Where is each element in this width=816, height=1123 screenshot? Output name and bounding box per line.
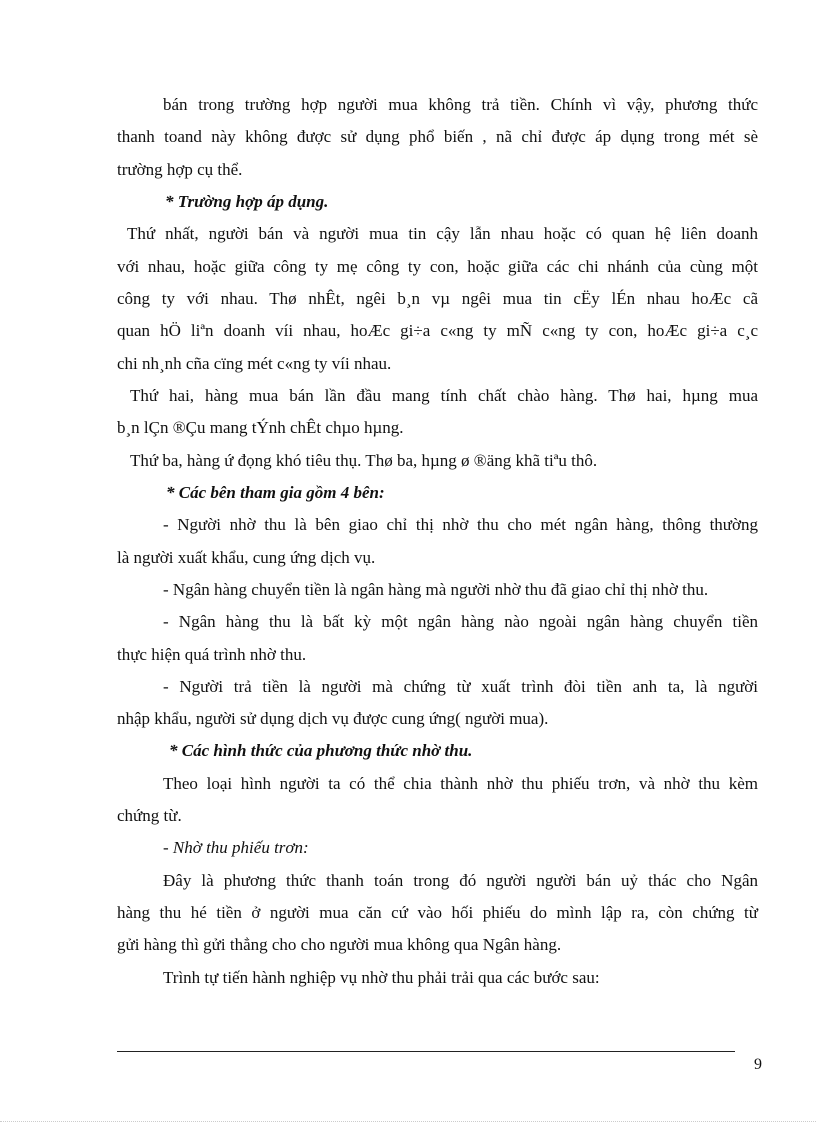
body-line: bán trong trường hợp người mua không trả tiền. Chính vì vậy, phương thức xyxy=(163,95,758,114)
body-line: Theo loại hình người ta có thể chia thành nhờ thu phiếu trơn, và nhờ thu kèm xyxy=(163,774,758,793)
page-bottom-edge xyxy=(0,1121,816,1122)
page-number: 9 xyxy=(754,1056,762,1073)
body-line: Thứ nhất, người bán và người mua tin cậy lẫn nhau hoặc có quan hệ liên doanh xyxy=(127,224,758,243)
section-heading: * Các bên tham gia gồm 4 bên: xyxy=(166,483,385,502)
body-line: gửi hàng thì gửi thẳng cho cho người mua không qua Ngân hàng. xyxy=(117,935,562,954)
body-line: chi nh¸nh cña cïng mét c«ng ty víi nhau. xyxy=(117,354,392,373)
body-line: - Ngân hàng chuyển tiền là ngân hàng mà người nhờ thu đã giao chỉ thị nhờ thu. xyxy=(163,580,709,599)
body-line: Thứ ba, hàng ứ đọng khó tiêu thụ. Thø ba, hµng ø ®äng khã tiªu thô. xyxy=(130,451,598,470)
body-line: thanh toand này không được sử dụng phổ biến , nã chỉ được áp dụng trong mét sè xyxy=(117,127,758,146)
subsection-heading: - Nhờ thu phiếu trơn: xyxy=(163,838,309,857)
body-line: nhập khẩu, người sử dụng dịch vụ được cung ứng( người mua). xyxy=(117,709,549,728)
body-line: với nhau, hoặc giữa công ty mẹ công ty con, hoặc giữa các chi nhánh của cùng một xyxy=(117,257,758,276)
body-line: Đây là phương thức thanh toán trong đó người người bán uỷ thác cho Ngân xyxy=(163,871,758,890)
body-line: - Người trả tiền là người mà chứng từ xuất trình đòi tiền anh ta, là người xyxy=(163,677,758,696)
body-line: Trình tự tiến hành nghiệp vụ nhờ thu phải trải qua các bước sau: xyxy=(163,968,600,987)
body-line: chứng từ. xyxy=(117,806,182,825)
body-line: là người xuất khẩu, cung ứng dịch vụ. xyxy=(117,548,376,567)
body-line: trường hợp cụ thể. xyxy=(117,160,243,179)
body-line: công ty với nhau. Thø nhÊt, ngêi b¸n vµ ngêi mua tin cËy lÉn nhau hoÆc cã xyxy=(117,289,758,308)
body-line: - Ngân hàng thu là bất kỳ một ngân hàng nào ngoài ngân hàng chuyển tiền xyxy=(163,612,758,631)
body-line: - Người nhờ thu là bên giao chỉ thị nhờ thu cho mét ngân hàng, thông thường xyxy=(163,515,758,534)
body-line: hàng thu hé tiền ở người mua căn cứ vào hối phiếu do mình lập ra, còn chứng từ xyxy=(117,903,758,922)
body-line: b¸n lÇn ®Çu mang tÝnh chÊt chµo hµng. xyxy=(117,418,404,437)
section-heading: * Các hình thức của phương thức nhờ thu. xyxy=(169,741,473,760)
body-line: thực hiện quá trình nhờ thu. xyxy=(117,645,307,664)
body-line: quan hÖ liªn doanh víi nhau, hoÆc gi÷a c«ng ty mÑ c«ng ty con, hoÆc gi÷a c¸c xyxy=(117,321,758,340)
body-line: Thứ hai, hàng mua bán lần đầu mang tính chất chào hàng. Thø hai, hµng mua xyxy=(130,386,758,405)
section-heading: * Trường hợp áp dụng. xyxy=(165,192,329,211)
footer-rule xyxy=(117,1051,735,1052)
